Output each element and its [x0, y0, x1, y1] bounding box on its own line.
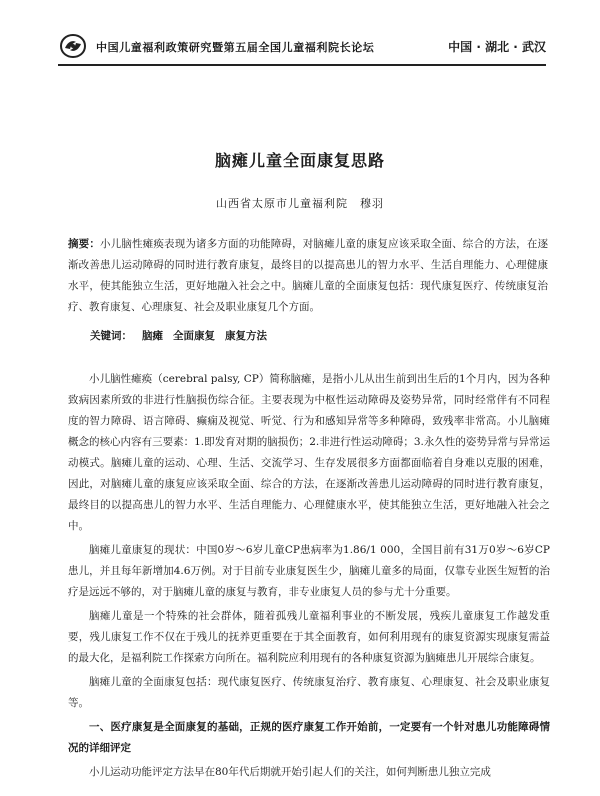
article-body	[68, 369, 550, 786]
body-paragraph: 脑瘫儿童的全面康复包括：现代康复医疗、传统康复治疗、教育康复、心理康复、社会及职业康复等。	[68, 676, 550, 709]
body-paragraph: 小儿脑性瘫痪（cerebral palsy, CP）简称脑瘫，是指小儿从出生前到出生后的1个月内，因为各种致病因素所致的非进行性脑损伤综合征。主要表现为中枢性运动障碍及姿势异常，同时经常伴有不同程度的智力障碍、语言障碍、癫痫及视觉、听觉、行为和感知异常等多种障碍，致残率非常高。小儿脑瘫概念的核心内容有三要素：1.即发育对期的脑损伤；2.非进行性运动障碍；3.永久性的姿势异常与异常运动模式。脑瘫儿童的运动、心理、生活、交流学习、生存发展很多方面都面临着自身难以克服的困难，因此，对脑瘫儿童的康复应该采取全面、综合的方法，在逐渐改善患儿运动障碍的同时进行教育康复，最终目的以提高患儿的智力水平、生活自理能力、心理健康水平，使其能独立生活，更好地融入社会之中。	[68, 373, 550, 532]
header-divider	[58, 64, 546, 66]
section-heading: 一、医疗康复是全面康复的基础，正规的医疗康复工作开始前，一定要有一个针对患儿功能障碍情况的详细评定	[68, 721, 550, 754]
conference-location: 中国 · 湖北 · 武汉	[448, 40, 546, 54]
body-paragraph: 脑瘫儿童是一个特殊的社会群体，随着孤残儿童福利事业的不断发展，残疾儿童康复工作越发重要，残儿康复工作不仅在于残儿的抚养更重要在于其全面教育，如何利用现有的康复资源实现康复需益的最大化，是福利院工作探索方向所在。福利院应利用现有的各种康复资源为脑瘫患儿开展综合康复。	[68, 610, 550, 664]
page-header	[58, 32, 546, 62]
author-name: 穆羽	[360, 197, 384, 210]
byline	[0, 195, 600, 211]
abstract-label: 摘要：	[68, 238, 101, 250]
affiliation: 山西省太原市儿童福利院	[216, 197, 348, 210]
abstract-text: 小儿脑性瘫痪表现为诸多方面的功能障碍，对脑瘫儿童的康复应该采取全面、综合的方法，在逐渐改善患儿运动障碍的同时进行教育康复，最终目的以提高患儿的智力水平、生活自理能力、心理健康水平，使其能独立生活，更好地融入社会之中。脑瘫儿童的全面康复包括：现代康复医疗、传统康复治疗、教育康复、心理康复、社会及职业康复几个方面。	[68, 238, 549, 313]
forum-logo	[58, 32, 88, 60]
keywords-label: 关键词：	[90, 330, 132, 342]
body-paragraph: 脑瘫儿童康复的现状：中国0岁～6岁儿童CP患病率为1.86/1 000，全国目前有31万0岁～6岁CP患儿，并且每年新增加4.6万例。对于目前专业康复医生少，脑瘫儿童多的局面，仅靠专业医生短暂的治疗是远远不够的，对于脑瘫儿童的康复与教育，非专业康复人员的参与尤十分重要。	[68, 544, 550, 598]
abstract	[68, 234, 548, 318]
keyword: 全面康复	[173, 330, 215, 342]
running-title: 中国儿童福利政策研究暨第五届全国儿童福利院长论坛	[96, 41, 375, 54]
keyword: 脑瘫	[142, 330, 163, 342]
body-paragraph: 小儿运动功能评定方法早在80年代后期就开始引起人们的关注，如何判断患儿独立完成	[89, 766, 491, 778]
keywords	[90, 328, 550, 343]
article-title: 脑瘫儿童全面康复思路	[214, 151, 385, 170]
keyword: 康复方法	[225, 330, 267, 342]
